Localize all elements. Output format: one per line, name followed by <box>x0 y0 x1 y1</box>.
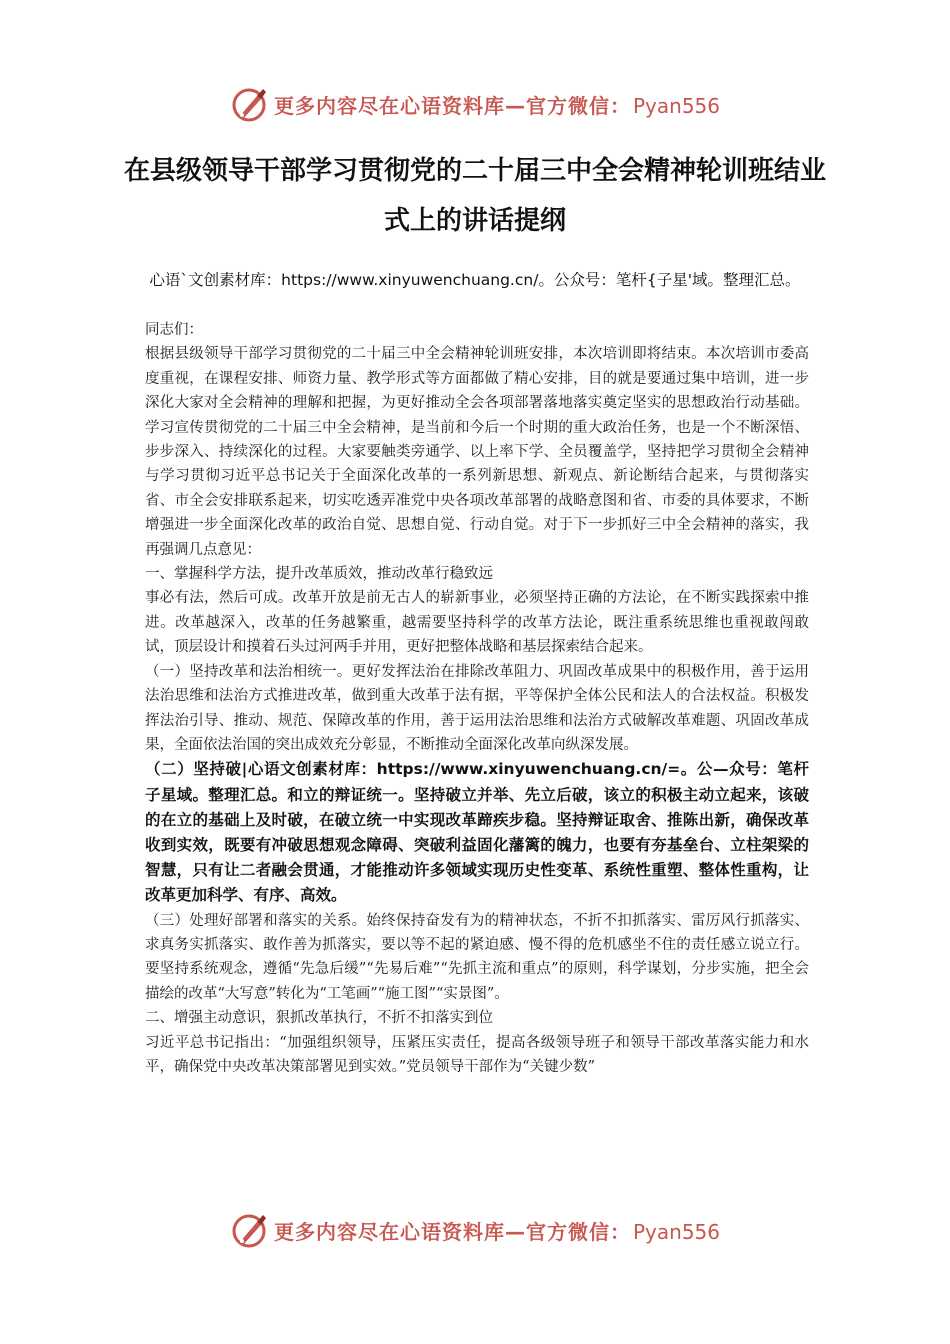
source-line: 心语`文创素材库：https://www.xinyuwenchuang.cn/。公众号：笔杆{子星'域。整理汇总。 <box>149 271 801 289</box>
header-banner <box>0 82 950 126</box>
banner-text: 更多内容尽在心语资料库—官方微信： Pyan556 <box>273 93 720 118</box>
document-title: 在县级领导干部学习贯彻党的二十届三中全会精神轮训班结业式上的讲话提纲 <box>123 156 826 236</box>
banner-wechat-id: Pyan556 <box>632 1219 720 1244</box>
section-heading: 一、掌握科学方法，提升改革质效，推动改革行稳致远 <box>145 566 493 583</box>
section-heading: 二、增强主动意识，狠抓改革执行，不折不扣落实到位 <box>145 1010 493 1027</box>
paragraph: 习近平总书记指出：“加强组织领导，压紧压实责任，提高各级领导班子和领导干部改革落实能力和水平，确保党中央改革决策部署见到实效。”党员领导干部作为“关键少数” <box>145 1034 809 1075</box>
pen-logo-icon <box>230 1210 270 1250</box>
paragraph: 根据县级领导干部学习贯彻党的二十届三中全会精神轮训班安排，本次培训即将结束。本次培训市委高度重视，在课程安排、师资力量、教学形式等方面都做了精心安排，目的就是要通过集中培训，进一步深化大家对全会精神的理解和把握，为更好推动全会各项部署落地落实奠定坚实的思想政治行动基础。学习宣传贯彻党的二十届三中全会精神，是当前和今后一个时期的重大政治任务，也是一个不断深悟、步步深入、持续深化的过程。大家要触类旁通学、以上率下学、全员覆盖学，坚持把学习贯彻全会精神与学习贯彻习近平总书记关于全面深化改革的一系列新思想、新观点、新论断结合起来，与贯彻落实省、市全会安排联系起来，切实吃透弄准党中央各项改革部署的战略意图和省、市委的具体要求，不断增强进一步全面深化改革的政治自觉、思想自觉、行动自觉。对于下一步抓好三中全会精神的落实，我再强调几点意见： <box>145 346 809 558</box>
paragraph: 事必有法，然后可成。改革开放是前无古人的崭新事业，必须坚持正确的方法论，在不断实践探索中推进。改革越深入，改革的任务越繁重，越需要坚持科学的改革方法论，既注重系统思维也重视敢闯敢试，顶层设计和摸着石头过河两手并用，更好把整体战略和基层探索结合起来。 <box>145 590 809 656</box>
paragraph-bold: （二）坚持破|心语文创素材库：https://www.xinyuwenchuang.cn/=。公—众号：笔杆子星域。整理汇总。和立的辩证统一。坚持破立并举、先立后破，该立的积极主动立起来，该破的在立的基础上及时破，在破立统一中实现改革蹄疾步稳。坚持辩证取舍、推陈出新，确保改革收到实效，既要有冲破思想观念障碍、突破利益固化藩篱的魄力，也要有夯基垒台、立柱架梁的智慧，只有让二者融会贯通，才能推动许多领域实现历史性变革、系统性重塑、整体性重构，让改革更加科学、有序、高效。 <box>145 760 809 905</box>
pen-logo-icon <box>230 84 270 124</box>
paragraph: （一）坚持改革和法治相统一。更好发挥法治在排除改革阻力、巩固改革成果中的积极作用，善于运用法治思维和法治方式推进改革，做到重大改革于法有据，平等保护全体公民和法人的合法权益。积极发挥法治引导、推动、规范、保障改革的作用，善于运用法治思维和法治方式破解改革难题、巩固改革成果，全面依法治国的突出成效充分彰显，不断推动全面深化改革向纵深发展。 <box>145 663 809 753</box>
banner-text: 更多内容尽在心语资料库—官方微信： Pyan556 <box>273 1219 720 1244</box>
banner-wechat-id: Pyan556 <box>632 93 720 118</box>
footer-banner <box>0 1208 950 1252</box>
paragraph: 同志们： <box>145 322 203 338</box>
document-body <box>145 318 809 1079</box>
paragraph: （三）处理好部署和落实的关系。始终保持奋发有为的精神状态，不折不扣抓落实、雷厉风行抓落实、求真务实抓落实、敢作善为抓落实，要以等不起的紧迫感、慢不得的危机感坐不住的责任感立说立行。要坚持系统观念，遵循“先急后缓”“先易后难”“先抓主流和重点”的原则，科学谋划，分步实施，把全会描绘的改革“大写意”转化为“工笔画”“施工图”“实景图”。 <box>145 912 809 1002</box>
